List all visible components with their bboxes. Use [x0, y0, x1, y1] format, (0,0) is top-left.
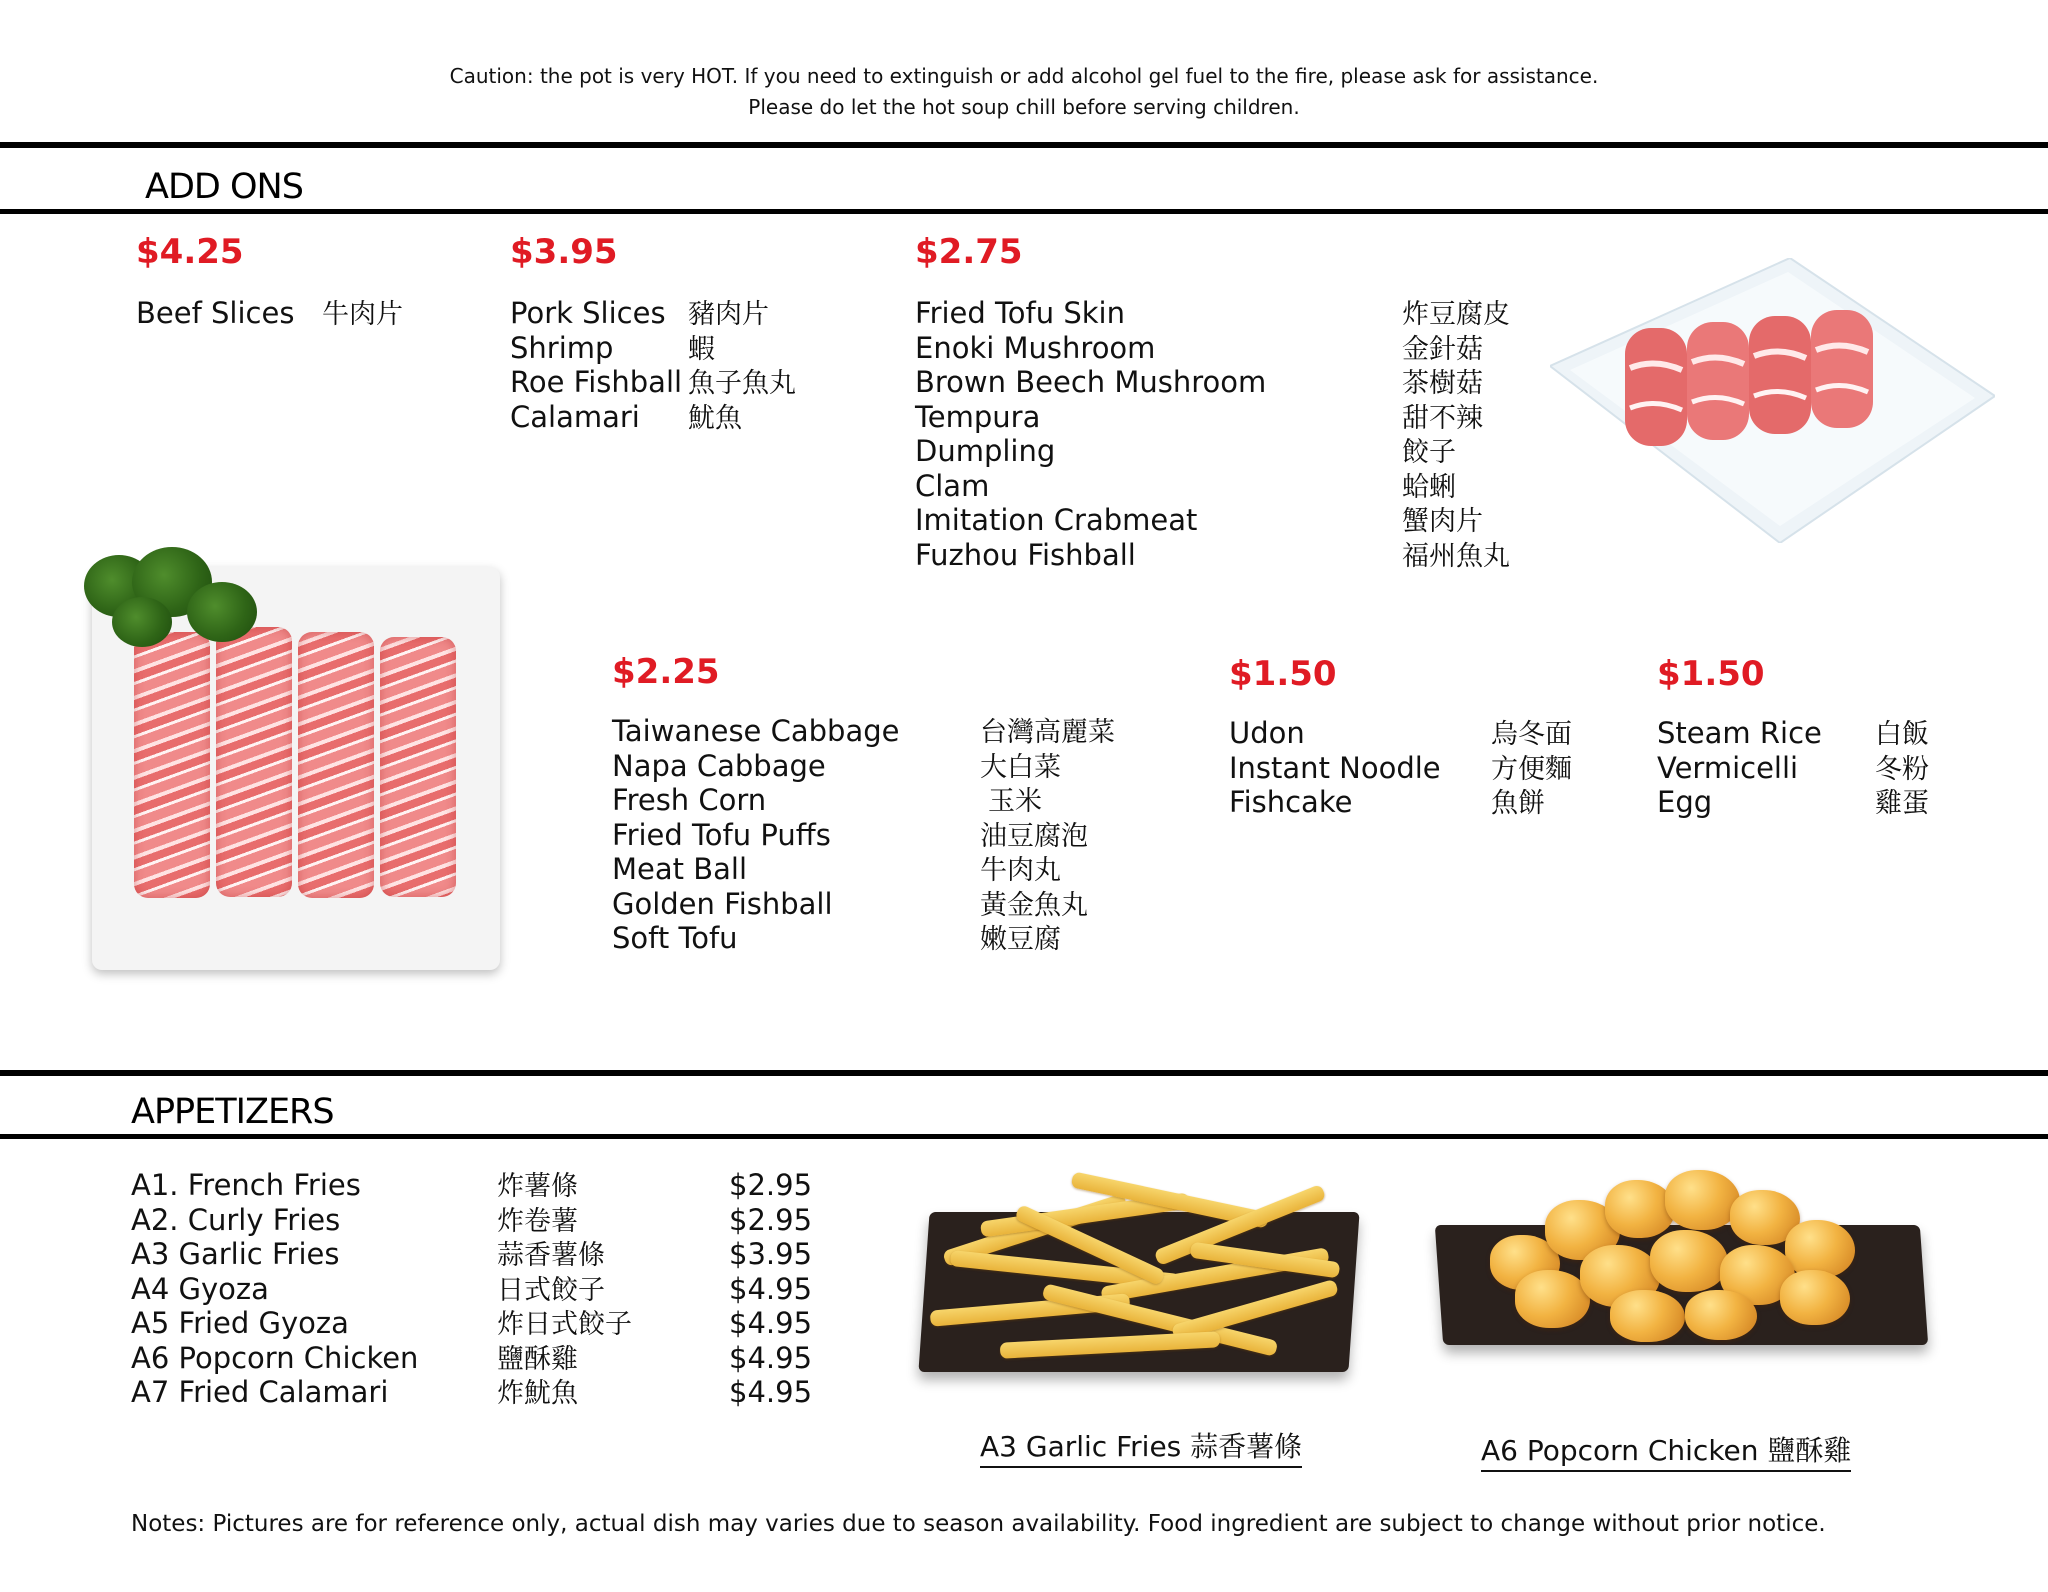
- appetizer-name: A2. Curly Fries: [131, 1202, 341, 1237]
- menu-item-name: Enoki Mushroom: [915, 330, 1156, 365]
- garlic-fries-caption: A3 Garlic Fries 蒜香薯條: [980, 1430, 1302, 1468]
- meat-roll: [298, 632, 374, 898]
- plate-graphic: [1550, 258, 1995, 543]
- parsley-garnish: [112, 597, 172, 647]
- appetizer-name: A3 Garlic Fries: [131, 1237, 340, 1271]
- menu-item-chinese-name: 台灣高麗菜: [980, 717, 1115, 748]
- menu-item-name: Tempura: [915, 399, 1041, 434]
- menu-item-chinese-name: 大白菜: [980, 751, 1061, 783]
- appetizer-names: [131, 1168, 418, 1410]
- menu-item-name: Steam Rice: [1657, 716, 1822, 750]
- garlic-fries-photo: [920, 1172, 1360, 1387]
- appetizer-name: A7 Fried Calamari: [131, 1375, 389, 1409]
- appetizer-price: $2.95: [729, 1168, 813, 1202]
- menu-item-chinese-name: 魚子魚丸: [688, 368, 796, 399]
- menu-item-name: Pork Slices: [510, 296, 666, 330]
- menu-item-name: Fresh Corn: [612, 783, 767, 817]
- menu-item-chinese-name: 福州魚丸: [1402, 540, 1510, 572]
- appetizer-chinese-name: 炸日式餃子: [497, 1309, 632, 1340]
- menu-item-name: Fried Tofu Skin: [915, 296, 1125, 330]
- appetizer-name: A4 Gyoza: [131, 1271, 269, 1306]
- add-ons-rule: [0, 209, 2048, 214]
- chicken-nugget: [1685, 1290, 1757, 1340]
- menu-item-chinese-name: 餃子: [1402, 437, 1456, 468]
- appetizers-top-rule: [0, 1070, 2048, 1076]
- add-on-names: [136, 296, 294, 331]
- price-heading: $2.75: [915, 232, 1023, 272]
- chicken-nugget: [1785, 1220, 1855, 1278]
- chicken-nugget: [1650, 1230, 1728, 1292]
- popcorn-chicken-caption: A6 Popcorn Chicken 鹽酥雞: [1481, 1434, 1851, 1472]
- menu-item-chinese-name: 玉米: [988, 786, 1042, 817]
- menu-item-chinese-name: 油豆腐泡: [980, 820, 1088, 852]
- menu-item-chinese-name: 冬粉: [1875, 753, 1929, 785]
- menu-item-chinese-name: 蝦: [688, 333, 715, 365]
- appetizer-chinese-name: 炸卷薯: [497, 1205, 578, 1237]
- appetizer-chinese-name: 炸魷魚: [497, 1378, 578, 1409]
- chicken-nugget: [1605, 1180, 1675, 1238]
- add-on-chinese-names: [1875, 718, 1929, 822]
- menu-item-name: Fried Tofu Puffs: [612, 817, 831, 852]
- add-ons-title: ADD ONS: [145, 167, 303, 207]
- add-on-names: [1229, 716, 1441, 820]
- popcorn-chicken-photo: [1435, 1160, 1930, 1375]
- menu-item-chinese-name: 嫩豆腐: [980, 924, 1061, 955]
- menu-item-name: Instant Noodle: [1229, 750, 1441, 785]
- chicken-nugget: [1515, 1270, 1590, 1328]
- appetizers-rule: [0, 1134, 2048, 1139]
- appetizer-prices: [729, 1168, 812, 1410]
- menu-item-chinese-name: 方便麵: [1491, 753, 1572, 785]
- appetizer-price: $3.95: [729, 1237, 813, 1271]
- price-heading: $4.25: [136, 232, 244, 272]
- menu-item-name: Napa Cabbage: [612, 748, 826, 783]
- menu-item-chinese-name: 蟹肉片: [1402, 506, 1483, 537]
- price-heading: $2.25: [612, 652, 720, 692]
- chicken-nugget: [1610, 1290, 1685, 1342]
- caution-line-2: Please do let the hot soup chill before serving children.: [748, 95, 1300, 119]
- menu-item-name: Brown Beech Mushroom: [915, 365, 1267, 399]
- meat-roll: [380, 637, 456, 897]
- menu-item-chinese-name: 茶樹菇: [1402, 368, 1483, 399]
- menu-item-name: Fishcake: [1229, 785, 1353, 819]
- menu-item-name: Calamari: [510, 399, 640, 434]
- caution-line-1: Caution: the pot is very HOT. If you need to extinguish or add alcohol gel fuel to the fire, please ask for assistance.: [449, 64, 1599, 88]
- price-heading: $3.95: [510, 232, 618, 272]
- appetizer-chinese-name: 蒜香薯條: [497, 1240, 605, 1271]
- add-on-chinese-names: [322, 298, 403, 333]
- menu-item-chinese-name: 牛肉片: [322, 299, 403, 330]
- appetizer-price: $4.95: [729, 1306, 813, 1340]
- appetizer-chinese-name: 日式餃子: [497, 1274, 605, 1306]
- menu-item-chinese-name: 豬肉片: [688, 299, 769, 330]
- add-on-chinese-names: [980, 716, 1115, 958]
- menu-item-name: Golden Fishball: [612, 886, 833, 921]
- menu-item-name: Roe Fishball: [510, 365, 683, 399]
- appetizer-chinese-names: [497, 1170, 632, 1412]
- menu-item-name: Imitation Crabmeat: [915, 503, 1198, 537]
- appetizer-price: $4.95: [729, 1271, 813, 1306]
- chicken-nugget: [1665, 1170, 1740, 1230]
- top-rule: [0, 142, 2048, 148]
- parsley-garnish: [187, 582, 257, 642]
- menu-item-chinese-name: 炸豆腐皮: [1402, 299, 1510, 330]
- add-on-names: [612, 714, 899, 956]
- meat-roll: [134, 632, 210, 898]
- menu-item-chinese-name: 黃金魚丸: [980, 889, 1088, 921]
- menu-item-chinese-name: 魷魚: [688, 402, 742, 434]
- menu-item-name: Meat Ball: [612, 852, 748, 886]
- menu-item-name: Fuzhou Fishball: [915, 537, 1136, 572]
- add-on-chinese-names: [688, 298, 796, 436]
- menu-item-name: Egg: [1657, 785, 1713, 819]
- menu-item-chinese-name: 雞蛋: [1875, 788, 1929, 819]
- meat-roll: [216, 627, 292, 897]
- menu-item-name: Beef Slices: [136, 296, 295, 330]
- appetizer-name: A5 Fried Gyoza: [131, 1306, 349, 1340]
- menu-item-chinese-name: 甜不辣: [1402, 402, 1483, 434]
- appetizer-price: $4.95: [729, 1375, 813, 1409]
- menu-item-name: Soft Tofu: [612, 921, 738, 955]
- pork-rolls-photo: [1550, 258, 1995, 543]
- appetizer-chinese-name: 鹽酥雞: [497, 1343, 578, 1375]
- beef-rolls-photo: [92, 567, 500, 970]
- menu-item-name: Clam: [915, 468, 990, 503]
- appetizers-title: APPETIZERS: [131, 1092, 334, 1132]
- price-heading: $1.50: [1229, 654, 1337, 694]
- add-on-names: [915, 296, 1266, 572]
- appetizer-chinese-name: 炸薯條: [497, 1171, 578, 1202]
- add-on-names: [510, 296, 682, 434]
- notes-text: Notes: Pictures are for reference only, actual dish may varies due to season availability. Food ingredient are subject to change without prior notice.: [131, 1511, 1826, 1537]
- menu-item-chinese-name: 蛤蜊: [1402, 471, 1456, 503]
- appetizer-name: A1. French Fries: [131, 1168, 361, 1202]
- menu-item-name: Shrimp: [510, 330, 614, 365]
- menu-item-chinese-name: 白飯: [1875, 719, 1929, 750]
- menu-item-chinese-name: 金針菇: [1402, 333, 1483, 365]
- menu-item-name: Vermicelli: [1657, 750, 1799, 785]
- appetizer-price: $4.95: [729, 1340, 813, 1375]
- chicken-nugget: [1780, 1270, 1850, 1325]
- appetizer-price: $2.95: [729, 1202, 813, 1237]
- menu-item-chinese-name: 烏冬面: [1491, 719, 1572, 750]
- add-on-chinese-names: [1491, 718, 1572, 822]
- menu-item-name: Udon: [1229, 716, 1305, 750]
- add-on-chinese-names: [1402, 298, 1510, 574]
- appetizer-name: A6 Popcorn Chicken: [131, 1340, 419, 1375]
- menu-item-chinese-name: 牛肉丸: [980, 855, 1061, 886]
- menu-item-name: Taiwanese Cabbage: [612, 714, 900, 748]
- add-on-names: [1657, 716, 1822, 820]
- menu-item-name: Dumpling: [915, 434, 1056, 468]
- price-heading: $1.50: [1657, 654, 1765, 694]
- menu-item-chinese-name: 魚餅: [1491, 788, 1545, 819]
